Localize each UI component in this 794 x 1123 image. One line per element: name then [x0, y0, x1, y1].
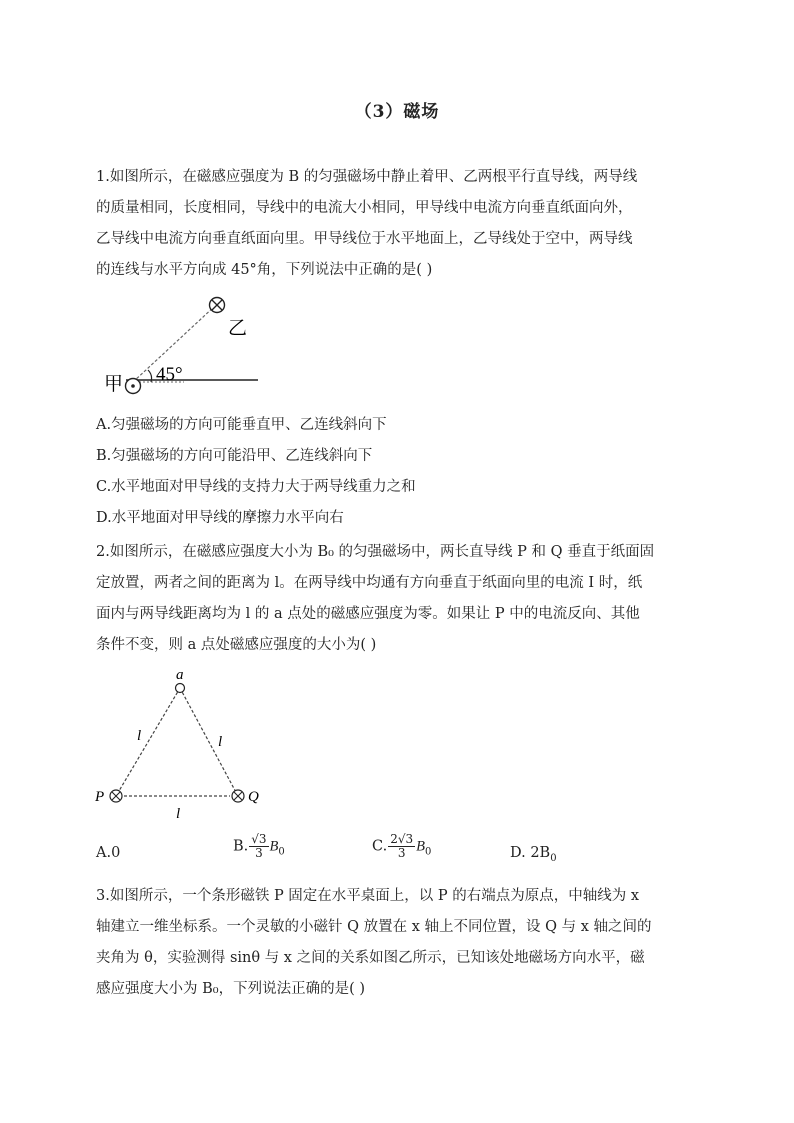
question-2-figure: [92, 668, 272, 828]
question-1-option-d: D.水平地面对甲导线的摩擦力水平向右: [96, 510, 344, 526]
question-2-line: 面内与两导线距离均为 l 的 a 点处的磁感应强度为零。如果让 P 中的电流反向、其他: [96, 606, 640, 622]
point-a-icon: [176, 684, 185, 693]
triangle-right-side: [180, 688, 238, 796]
label-l-left: l: [137, 728, 142, 744]
option-d-prefix: D. 2B: [510, 845, 551, 861]
label-yi: 乙: [228, 318, 248, 339]
option-b-numerator: √3: [251, 832, 267, 846]
question-1-option-a: A.匀强磁场的方向可能垂直甲、乙连线斜向下: [96, 417, 387, 433]
question-2-option-c: [372, 833, 431, 860]
option-c-prefix: C.: [372, 838, 388, 855]
option-c-unit: B: [416, 838, 425, 855]
question-2-stem: [96, 537, 700, 661]
question-1-line: 1.如图所示，在磁感应强度为 B 的匀强磁场中静止着甲、乙两根平行直导线，两导线: [96, 169, 638, 185]
page-title: （3）磁场: [354, 102, 440, 122]
question-3-line: 夹角为 θ，实验测得 sinθ 与 x 之间的关系如图乙所示，已知该处地磁场方向水平，磁: [96, 950, 645, 966]
option-b-denominator: 3: [255, 846, 263, 860]
option-b-prefix: B.: [233, 838, 249, 855]
option-b-fraction: [249, 833, 268, 860]
option-b-subscript: 0: [278, 846, 285, 858]
label-angle: 45°: [156, 364, 183, 385]
question-3-stem: [96, 881, 700, 1005]
question-1-line: 的质量相同，长度相同，导线中的电流大小相同，甲导线中电流方向垂直纸面向外，: [96, 200, 633, 216]
option-c-denominator: 3: [397, 846, 406, 860]
option-d-subscript: 0: [550, 852, 557, 864]
label-jia: 甲: [104, 374, 124, 395]
option-c-subscript: 0: [424, 846, 432, 858]
label-l-bottom: l: [176, 806, 181, 822]
question-2-option-d: [510, 845, 557, 864]
question-1-line: 乙导线中电流方向垂直纸面向里。甲导线位于水平地面上，乙导线处于空中，两导线: [96, 231, 633, 247]
label-l-right: l: [218, 734, 223, 750]
question-1-figure: [96, 290, 266, 400]
question-1-option-b: B.匀强磁场的方向可能沿甲、乙连线斜向下: [96, 448, 373, 464]
question-2-line: 定放置，两者之间的距离为 l。在两导线中均通有方向垂直于纸面向里的电流 I 时，纸: [96, 575, 643, 591]
question-2-option-a: A.0: [96, 845, 121, 861]
option-c-numerator: 2√3: [390, 832, 414, 846]
label-a: a: [176, 668, 184, 683]
question-1-line: 的连线与水平方向成 45°角，下列说法中正确的是( ): [96, 262, 433, 278]
question-3-line: 轴建立一维坐标系。一个灵敏的小磁针 Q 放置在 x 轴上不同位置，设 Q 与 x 轴之间的: [96, 919, 652, 935]
question-1-option-c: C.水平地面对甲导线的支持力大于两导线重力之和: [96, 479, 416, 495]
dot-icon: [131, 384, 135, 388]
question-2-option-b: [233, 833, 285, 860]
question-3-line: 感应强度大小为 B₀，下列说法正确的是( ): [96, 981, 365, 997]
option-b-unit: B: [269, 838, 279, 855]
label-p: P: [95, 789, 105, 805]
option-c-fraction: [388, 833, 415, 860]
triangle-left-side: [116, 688, 180, 796]
question-2-line: 2.如图所示，在磁感应强度大小为 B₀ 的匀强磁场中，两长直导线 P 和 Q 垂直于纸面固: [96, 544, 655, 560]
question-3-line: 3.如图所示，一个条形磁铁 P 固定在水平桌面上，以 P 的右端点为原点，中轴线为 x: [96, 888, 640, 904]
question-2-line: 条件不变，则 a 点处磁感应强度的大小为( ): [96, 637, 377, 653]
question-1-stem: [96, 162, 700, 286]
label-q: Q: [248, 789, 259, 805]
